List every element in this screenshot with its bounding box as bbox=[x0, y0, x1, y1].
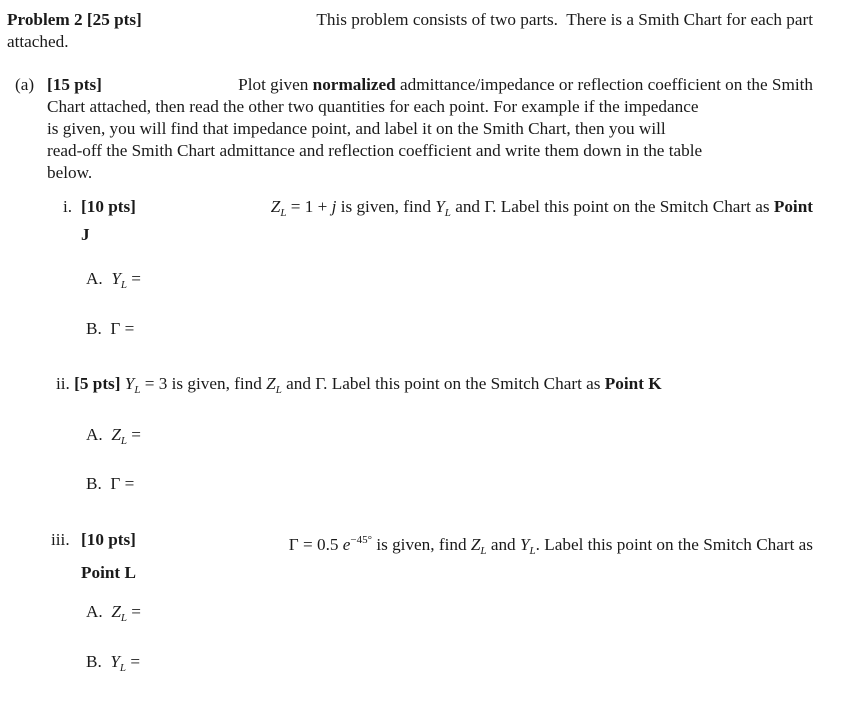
part-a-label: (a) bbox=[15, 75, 35, 94]
item-i-statement bbox=[81, 196, 813, 246]
item-ii-statement bbox=[56, 373, 662, 401]
load-subscript: L bbox=[120, 435, 127, 447]
admittance-symbol: Y bbox=[124, 374, 135, 393]
item-i-text: is given, find bbox=[336, 197, 436, 216]
item-i-given: = 1 + bbox=[290, 197, 332, 216]
item-iii-line-1 bbox=[81, 529, 813, 562]
item-ii-label: ii. bbox=[56, 374, 70, 393]
admittance-symbol: Y bbox=[110, 652, 120, 671]
part-a-line-2-text: Chart attached, then read the other two quantities for each point. For example if the impedance bbox=[47, 97, 699, 116]
load-subscript: L bbox=[120, 279, 127, 291]
load-subscript: L bbox=[480, 545, 487, 557]
item-iii-points: [10 pts] bbox=[81, 530, 136, 549]
item-iii-answer-a bbox=[86, 601, 141, 629]
gamma-given: Γ = 0.5 bbox=[288, 535, 339, 554]
item-iii-post: . Label this point on the Smitch Chart as bbox=[535, 535, 813, 554]
point-j-letter: J bbox=[81, 225, 90, 244]
answer-a-label: A. bbox=[86, 269, 103, 288]
load-subscript: L bbox=[120, 612, 127, 624]
impedance-symbol: Z bbox=[470, 535, 481, 554]
item-iii-label: iii. bbox=[51, 530, 70, 549]
problem-intro-line-1 bbox=[7, 9, 813, 31]
impedance-symbol: Z bbox=[270, 197, 281, 216]
item-ii-points: [5 pts] bbox=[74, 374, 121, 393]
item-ii-answer-a bbox=[86, 424, 141, 452]
item-iii-text: is given, find bbox=[372, 535, 471, 554]
gamma-equals: Γ = bbox=[110, 319, 135, 338]
euler-e: e bbox=[342, 535, 351, 554]
item-iii-and: and bbox=[486, 535, 520, 554]
equals-sign: = bbox=[126, 652, 141, 671]
angle-exponent: −45° bbox=[350, 534, 373, 546]
problem-heading: Problem 2 [25 pts] bbox=[7, 10, 142, 29]
equals-sign: = bbox=[127, 602, 141, 621]
item-iii-line-2 bbox=[81, 562, 813, 584]
point-k-label: Point K bbox=[604, 374, 662, 393]
load-subscript: L bbox=[119, 662, 127, 674]
item-i-point-word: Point bbox=[773, 197, 813, 216]
load-subscript: L bbox=[280, 207, 287, 219]
part-a-statement bbox=[47, 74, 813, 184]
part-a-text-post: admittance/impedance or reflection coefficient on the Smith bbox=[395, 75, 813, 94]
item-i-line-1 bbox=[81, 196, 813, 224]
item-i-answer-b bbox=[86, 318, 134, 340]
impedance-symbol: Z bbox=[111, 425, 121, 444]
item-i-answer-a bbox=[86, 268, 141, 296]
load-subscript: L bbox=[444, 207, 451, 219]
part-a-line-1 bbox=[47, 74, 813, 96]
gamma-equals: Γ = bbox=[110, 474, 135, 493]
part-a-points: [15 pts] bbox=[47, 75, 102, 94]
equals-sign: = bbox=[127, 269, 141, 288]
part-a-line-2 bbox=[47, 96, 813, 118]
admittance-symbol: Y bbox=[519, 535, 530, 554]
problem-intro-line-2: attached. bbox=[7, 32, 69, 51]
item-iii-statement bbox=[81, 529, 813, 584]
part-a-line-3 bbox=[47, 118, 813, 140]
answer-a-label: A. bbox=[86, 602, 103, 621]
part-a-normalized: normalized bbox=[312, 75, 396, 94]
part-a-line-4 bbox=[47, 140, 813, 162]
impedance-symbol: Z bbox=[111, 602, 121, 621]
part-a-line-3-text: is given, you will find that impedance point, and label it on the Smith Chart, then you will bbox=[47, 119, 666, 138]
load-subscript: L bbox=[529, 545, 536, 557]
part-a-line-4-text: read-off the Smith Chart admittance and reflection coefficient and write them down in the table bbox=[47, 141, 703, 160]
item-i-line-2 bbox=[81, 224, 813, 246]
part-a-line-5: below. bbox=[47, 163, 93, 182]
load-subscript: L bbox=[275, 384, 282, 396]
problem-statement bbox=[7, 9, 813, 53]
admittance-symbol: Y bbox=[435, 197, 445, 216]
item-ii-and: and Γ. Label this point on the Smitch Chart as bbox=[281, 374, 605, 393]
answer-a-label: A. bbox=[86, 425, 103, 444]
problem-intro-text: This problem consists of two parts. There is a Smith Chart for each part bbox=[316, 10, 813, 29]
admittance-symbol: Y bbox=[111, 269, 121, 288]
answer-b-label: B. bbox=[86, 319, 102, 338]
item-i-and: and Γ. Label this point on the Smitch Chart as bbox=[450, 197, 774, 216]
item-ii-answer-b bbox=[86, 473, 134, 495]
item-ii-given: = 3 is given, find bbox=[140, 374, 267, 393]
part-a-text-pre: Plot given bbox=[238, 75, 313, 94]
point-l-label: Point L bbox=[81, 563, 136, 582]
equals-sign: = bbox=[127, 425, 141, 444]
impedance-symbol: Z bbox=[266, 374, 276, 393]
item-i-label: i. bbox=[63, 197, 73, 216]
item-i-points: [10 pts] bbox=[81, 197, 136, 216]
imaginary-unit: j bbox=[331, 197, 337, 216]
load-subscript: L bbox=[134, 384, 141, 396]
answer-b-label: B. bbox=[86, 652, 102, 671]
answer-b-label: B. bbox=[86, 474, 102, 493]
item-iii-answer-b bbox=[86, 651, 140, 679]
